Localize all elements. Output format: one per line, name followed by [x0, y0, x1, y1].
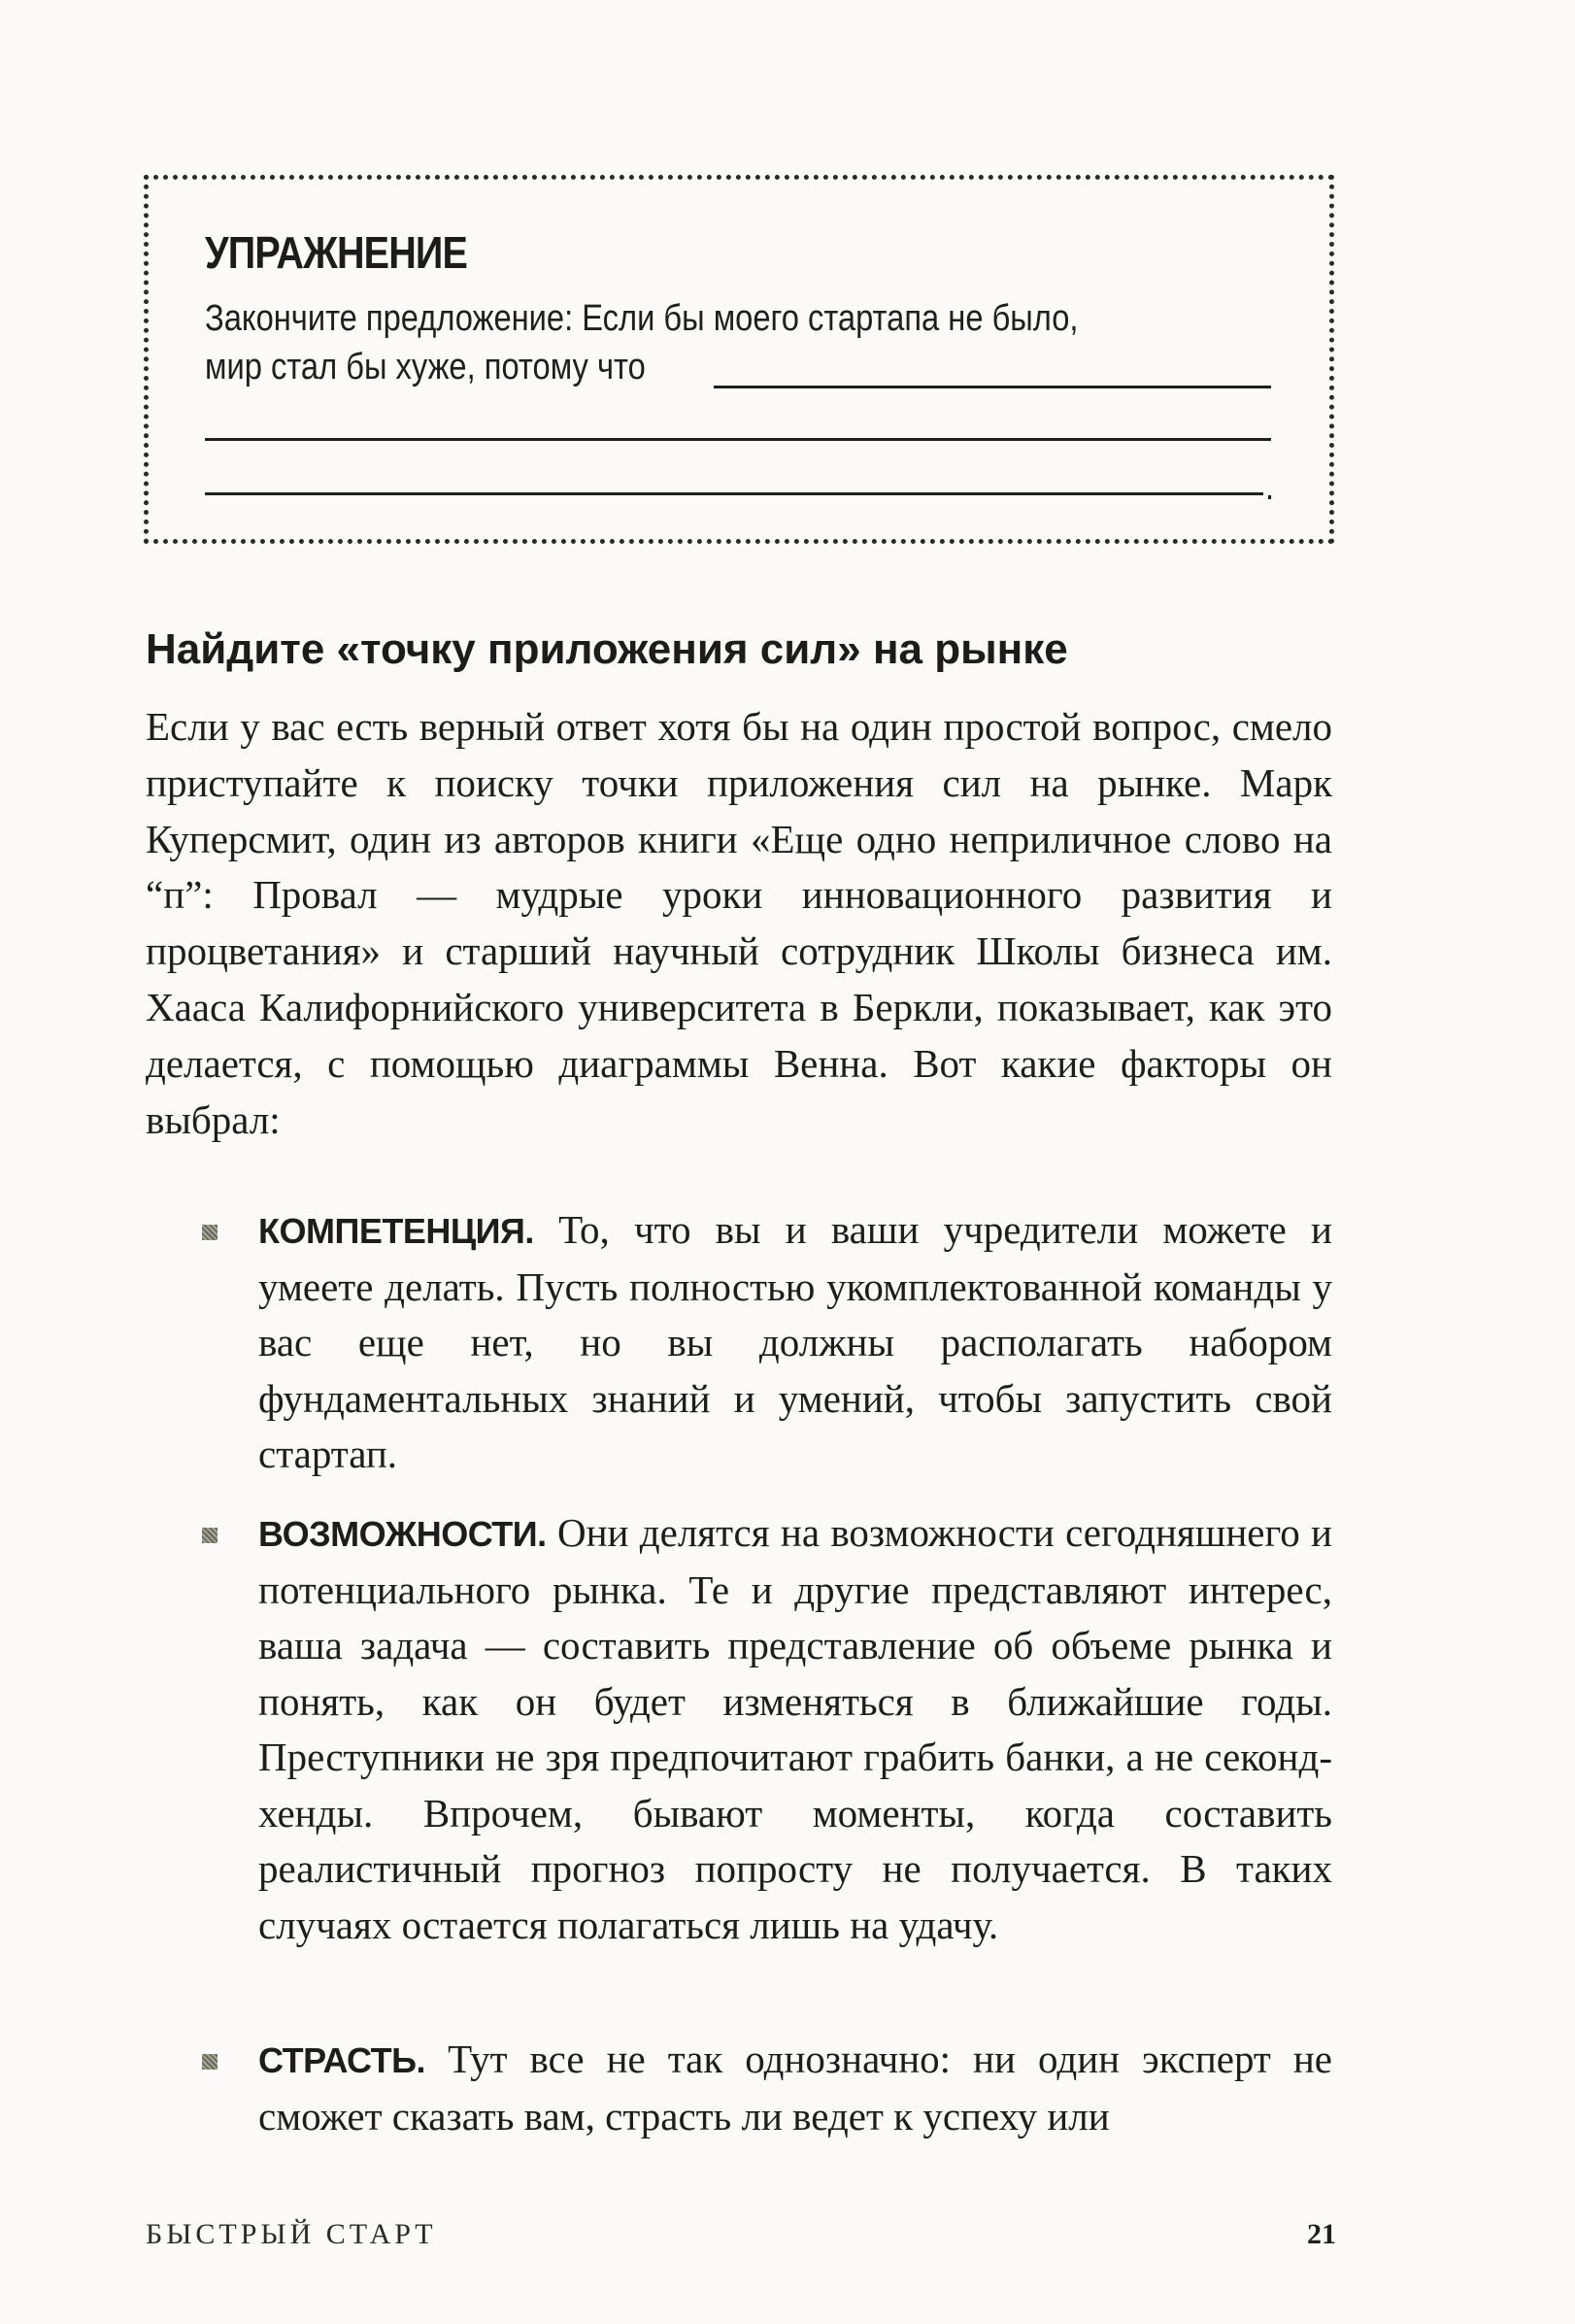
bullet-term: СТРАСТЬ. — [258, 2040, 426, 2080]
bullet-text: То, что вы и ваши учредители можете и умеете делать. Пусть полностью укомплектованной команды у вас еще нет, но вы должны располагать набором фундаментальных знаний и умений, чтобы запустить свой стартап. — [258, 1207, 1332, 1476]
exercise-prompt-line-1: Закончите предложение: Если бы моего стартапа не было, — [205, 298, 1079, 339]
bullet-text: Тут все не так однозначно: ни один эксперт не сможет сказать вам, страсть ли ведет к успеху или — [258, 2037, 1333, 2139]
bullet-term: КОМПЕТЕНЦИЯ. — [258, 1211, 534, 1251]
list-item-opportunities — [258, 1505, 1332, 1953]
answer-end-period: . — [1265, 467, 1275, 508]
bullet-term: ВОЗМОЖНОСТИ. — [258, 1514, 547, 1554]
intro-paragraph: Если у вас есть верный ответ хотя бы на один простой вопрос, смело приступайте к поиску точки приложения сил на рынке. Марк Куперсмит, один из авторов книги «Еще одно неприличное слово на “п”: Провал — мудрые уроки инновационного развития и процветания» и старший научный сотрудник Школы бизнеса им. Хааса Калифорнийского университета в Беркли, показывает, как это делается, с помощью диаграммы Венна. Вот какие факторы он выбрал: — [146, 704, 1332, 1142]
answer-blank-line-3 — [205, 492, 1263, 495]
section-heading: Найдите «точку приложения сил» на рынке — [146, 625, 1068, 673]
exercise-box — [144, 175, 1334, 544]
bullet-marker-icon — [202, 1225, 218, 1240]
running-footer-title: БЫСТРЫЙ СТАРТ — [146, 2218, 437, 2250]
list-item-passion — [258, 2032, 1332, 2144]
bullet-marker-icon — [202, 1528, 218, 1543]
bullet-text: Они делятся на возможности сегодняшнего и потенциального рынка. Те и другие представляют интерес, ваша задача — составить представление об объеме рынка и понять, как он будет изменяться в ближайшие годы. Преступники не зря предпочитают грабить банки, а не секонд-хенды. Впрочем, бывают моменты, когда составить реалистичный прогноз попросту не получается. В таких случаях остается полагаться лишь на удачу. — [258, 1510, 1332, 1947]
page-number: 21 — [1307, 2218, 1336, 2250]
list-item-competence — [258, 1202, 1332, 1483]
exercise-prompt-line-2: мир стал бы хуже, потому что — [205, 347, 646, 387]
exercise-title: УПРАЖНЕНИЕ — [205, 227, 468, 278]
answer-blank-line-1 — [714, 386, 1271, 388]
answer-blank-line-2 — [205, 438, 1271, 441]
bullet-marker-icon — [202, 2054, 218, 2070]
